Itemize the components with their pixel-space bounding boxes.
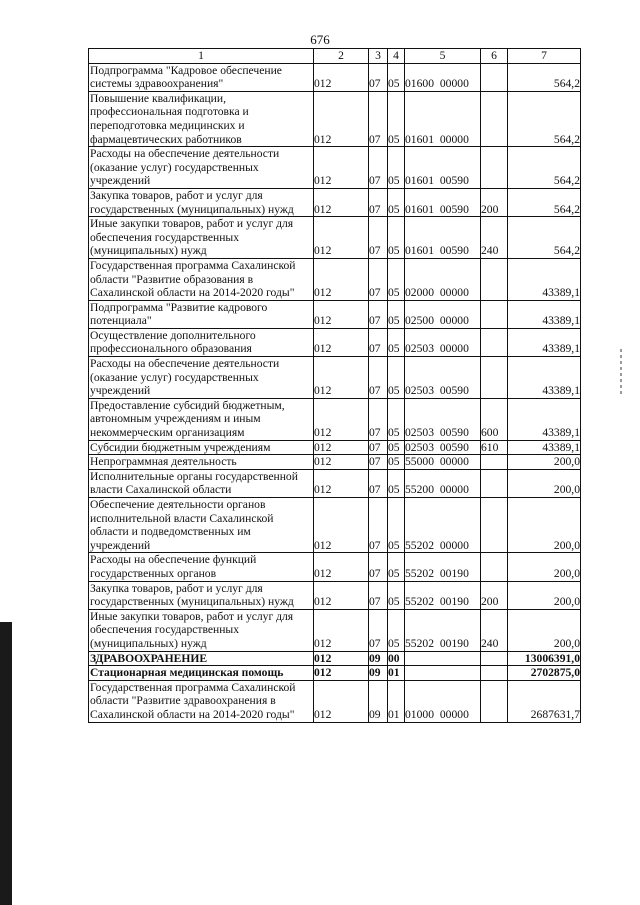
- cell-name: Расходы на обеспечение функций государственных органов: [89, 553, 314, 581]
- cell-section: 07: [369, 357, 388, 399]
- table-row: [89, 581, 581, 609]
- cell-name: Подпрограмма "Развитие кадрового потенциала": [89, 300, 314, 328]
- cell-name: Исполнительные органы государственной власти Сахалинской области: [89, 469, 314, 497]
- cell-name: Государственная программа Сахалинской области "Развитие образования в Сахалинской области на 2014-2020 годы": [89, 258, 314, 300]
- cell-section: 07: [369, 440, 388, 455]
- cell-expense: [481, 300, 508, 328]
- cell-expense: 200: [481, 581, 508, 609]
- table-row: [89, 300, 581, 328]
- cell-name: Субсидии бюджетным учреждениям: [89, 440, 314, 455]
- cell-subsection: 05: [388, 455, 405, 470]
- cell-target: 01601 00000: [405, 91, 481, 146]
- cell-expense: [481, 469, 508, 497]
- cell-section: 07: [369, 609, 388, 651]
- cell-admin: 012: [314, 357, 369, 399]
- cell-sum: 43389,1: [508, 258, 581, 300]
- table-header-row: [89, 49, 581, 64]
- cell-section: 07: [369, 91, 388, 146]
- cell-admin: 012: [314, 651, 369, 666]
- scan-edge-mark: [0, 622, 12, 905]
- cell-admin: 012: [314, 553, 369, 581]
- cell-expense: [481, 680, 508, 722]
- cell-admin: 012: [314, 666, 369, 681]
- cell-sum: 43389,1: [508, 300, 581, 328]
- cell-target: 02000 00000: [405, 258, 481, 300]
- cell-subsection: 05: [388, 581, 405, 609]
- cell-expense: [481, 328, 508, 356]
- cell-section: 09: [369, 680, 388, 722]
- cell-admin: 012: [314, 147, 369, 189]
- cell-expense: 240: [481, 217, 508, 259]
- cell-target: 55000 00000: [405, 455, 481, 470]
- column-header-sum: 7: [508, 49, 581, 64]
- cell-target: 01601 00590: [405, 147, 481, 189]
- cell-expense: 240: [481, 609, 508, 651]
- cell-expense: [481, 666, 508, 681]
- column-header-name: 1: [89, 49, 314, 64]
- table-row: [89, 553, 581, 581]
- cell-admin: 012: [314, 680, 369, 722]
- cell-name: Осуществление дополнительного профессионального образования: [89, 328, 314, 356]
- cell-sum: 564,2: [508, 63, 581, 91]
- cell-subsection: 05: [388, 258, 405, 300]
- cell-expense: 200: [481, 188, 508, 216]
- cell-subsection: 00: [388, 651, 405, 666]
- cell-sum: 43389,1: [508, 328, 581, 356]
- cell-target: 01601 00590: [405, 188, 481, 216]
- cell-admin: 012: [314, 469, 369, 497]
- table-row: [89, 498, 581, 553]
- table-row: [89, 91, 581, 146]
- cell-section: 07: [369, 498, 388, 553]
- cell-name: Иные закупки товаров, работ и услуг для обеспечения государственных (муниципальных) нужд: [89, 217, 314, 259]
- cell-target: 01601 00590: [405, 217, 481, 259]
- table-row: [89, 469, 581, 497]
- column-header-admin: 2: [314, 49, 369, 64]
- cell-section: 07: [369, 147, 388, 189]
- cell-sum: 564,2: [508, 147, 581, 189]
- table-row: [89, 147, 581, 189]
- table-row: [89, 357, 581, 399]
- cell-target: 02500 00000: [405, 300, 481, 328]
- table-row: [89, 440, 581, 455]
- cell-section: 07: [369, 469, 388, 497]
- cell-subsection: 05: [388, 357, 405, 399]
- table-body: [89, 63, 581, 722]
- cell-name: ЗДРАВООХРАНЕНИЕ: [89, 651, 314, 666]
- cell-target: 02503 00590: [405, 398, 481, 440]
- cell-section: 07: [369, 553, 388, 581]
- cell-section: 07: [369, 217, 388, 259]
- cell-target: [405, 666, 481, 681]
- cell-subsection: 05: [388, 188, 405, 216]
- cell-admin: 012: [314, 498, 369, 553]
- cell-sum: 200,0: [508, 553, 581, 581]
- table-row: [89, 609, 581, 651]
- cell-target: 55202 00190: [405, 553, 481, 581]
- budget-table: [88, 48, 581, 723]
- cell-name: Повышение квалификации, профессиональная подготовка и переподготовка медицинских и фармацевтических работников: [89, 91, 314, 146]
- cell-expense: [481, 258, 508, 300]
- column-header-subsection: 4: [388, 49, 405, 64]
- cell-section: 09: [369, 651, 388, 666]
- cell-section: 07: [369, 63, 388, 91]
- cell-admin: 012: [314, 455, 369, 470]
- cell-sum: 2702875,0: [508, 666, 581, 681]
- cell-sum: 13006391,0: [508, 651, 581, 666]
- cell-sum: 200,0: [508, 455, 581, 470]
- cell-subsection: 05: [388, 147, 405, 189]
- table-row: [89, 680, 581, 722]
- cell-admin: 012: [314, 91, 369, 146]
- cell-subsection: 05: [388, 91, 405, 146]
- cell-sum: 200,0: [508, 469, 581, 497]
- cell-admin: 012: [314, 328, 369, 356]
- cell-target: 01000 00000: [405, 680, 481, 722]
- cell-target: 55200 00000: [405, 469, 481, 497]
- cell-subsection: 01: [388, 680, 405, 722]
- table-row: [89, 188, 581, 216]
- cell-subsection: 05: [388, 217, 405, 259]
- cell-expense: 610: [481, 440, 508, 455]
- cell-section: 07: [369, 258, 388, 300]
- cell-admin: 012: [314, 440, 369, 455]
- cell-subsection: 05: [388, 328, 405, 356]
- cell-admin: 012: [314, 609, 369, 651]
- cell-target: 02503 00000: [405, 328, 481, 356]
- table-row: [89, 666, 581, 681]
- cell-sum: 2687631,7: [508, 680, 581, 722]
- cell-admin: 012: [314, 63, 369, 91]
- cell-sum: 200,0: [508, 609, 581, 651]
- table-row: [89, 455, 581, 470]
- cell-admin: 012: [314, 217, 369, 259]
- cell-sum: 43389,1: [508, 440, 581, 455]
- cell-admin: 012: [314, 398, 369, 440]
- cell-sum: 43389,1: [508, 357, 581, 399]
- page-number: 676: [310, 32, 330, 47]
- cell-name: Обеспечение деятельности органов исполнительной власти Сахалинской области и подведомственных им учреждений: [89, 498, 314, 553]
- cell-target: [405, 651, 481, 666]
- cell-target: 02503 00590: [405, 440, 481, 455]
- cell-name: Предоставление субсидий бюджетным, автономным учреждениям и иным некоммерческим организациям: [89, 398, 314, 440]
- scan-dots-mark: [620, 349, 622, 397]
- cell-sum: 564,2: [508, 217, 581, 259]
- cell-name: Закупка товаров, работ и услуг для государственных (муниципальных) нужд: [89, 581, 314, 609]
- cell-expense: [481, 91, 508, 146]
- table-row: [89, 258, 581, 300]
- cell-name: Стационарная медицинская помощь: [89, 666, 314, 681]
- cell-target: 55202 00000: [405, 498, 481, 553]
- cell-expense: 600: [481, 398, 508, 440]
- cell-expense: [481, 553, 508, 581]
- cell-name: Государственная программа Сахалинской области "Развитие здравоохранения в Сахалинской области на 2014-2020 годы": [89, 680, 314, 722]
- cell-sum: 200,0: [508, 498, 581, 553]
- cell-name: Закупка товаров, работ и услуг для государственных (муниципальных) нужд: [89, 188, 314, 216]
- cell-subsection: 01: [388, 666, 405, 681]
- cell-expense: [481, 147, 508, 189]
- cell-section: 07: [369, 188, 388, 216]
- cell-section: 07: [369, 581, 388, 609]
- table-row: [89, 328, 581, 356]
- cell-section: 07: [369, 328, 388, 356]
- table-row: [89, 63, 581, 91]
- cell-name: Расходы на обеспечение деятельности (оказание услуг) государственных учреждений: [89, 147, 314, 189]
- cell-name: Расходы на обеспечение деятельности (оказание услуг) государственных учреждений: [89, 357, 314, 399]
- cell-expense: [481, 651, 508, 666]
- cell-expense: [481, 63, 508, 91]
- cell-section: 07: [369, 455, 388, 470]
- column-header-target: 5: [405, 49, 481, 64]
- cell-sum: 564,2: [508, 91, 581, 146]
- cell-admin: 012: [314, 258, 369, 300]
- cell-expense: [481, 455, 508, 470]
- table-row: [89, 651, 581, 666]
- cell-sum: 200,0: [508, 581, 581, 609]
- cell-sum: 564,2: [508, 188, 581, 216]
- cell-target: 02503 00590: [405, 357, 481, 399]
- cell-sum: 43389,1: [508, 398, 581, 440]
- cell-subsection: 05: [388, 553, 405, 581]
- cell-target: 55202 00190: [405, 609, 481, 651]
- cell-section: 07: [369, 398, 388, 440]
- cell-admin: 012: [314, 188, 369, 216]
- cell-subsection: 05: [388, 469, 405, 497]
- cell-target: 55202 00190: [405, 581, 481, 609]
- cell-subsection: 05: [388, 609, 405, 651]
- cell-subsection: 05: [388, 398, 405, 440]
- cell-subsection: 05: [388, 498, 405, 553]
- cell-expense: [481, 357, 508, 399]
- cell-name: Иные закупки товаров, работ и услуг для обеспечения государственных (муниципальных) нужд: [89, 609, 314, 651]
- cell-name: Подпрограмма "Кадровое обеспечение системы здравоохранения": [89, 63, 314, 91]
- cell-target: 01600 00000: [405, 63, 481, 91]
- cell-subsection: 05: [388, 63, 405, 91]
- cell-subsection: 05: [388, 300, 405, 328]
- table-row: [89, 398, 581, 440]
- cell-section: 07: [369, 300, 388, 328]
- cell-admin: 012: [314, 300, 369, 328]
- cell-section: 09: [369, 666, 388, 681]
- column-header-expense: 6: [481, 49, 508, 64]
- column-header-section: 3: [369, 49, 388, 64]
- cell-subsection: 05: [388, 440, 405, 455]
- table-row: [89, 217, 581, 259]
- cell-name: Непрограммная деятельность: [89, 455, 314, 470]
- cell-expense: [481, 498, 508, 553]
- cell-admin: 012: [314, 581, 369, 609]
